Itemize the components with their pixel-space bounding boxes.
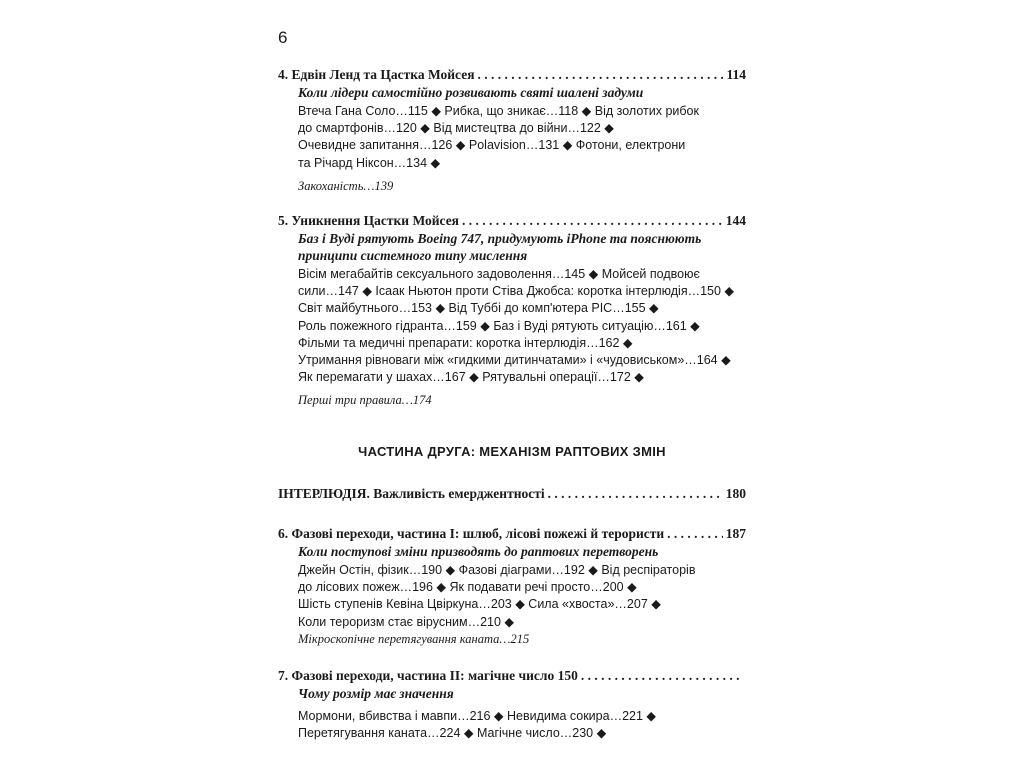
topic-list bbox=[298, 266, 746, 386]
interlude-title: ІНТЕРЛЮДІЯ. Важливість емерджентності bbox=[278, 486, 545, 501]
leader-dots bbox=[478, 66, 724, 83]
leader-dots bbox=[667, 525, 723, 542]
chapter-title: 7. Фазові переходи, частина II: магічне число 150 bbox=[278, 668, 578, 683]
chapter-heading bbox=[278, 212, 746, 229]
topic-line: Утримання рівноваги між «гидкими дитинчатами» і «чудовиськом»…164 ◆ bbox=[298, 353, 731, 368]
topic-line: сили…147 ◆ Ісаак Ньютон проти Стіва Джобса: коротка інтерлюдія…150 ◆ bbox=[298, 284, 735, 299]
topic-line: Роль пожежного гідранта…159 ◆ Баз і Вуді рятують ситуацію…161 ◆ bbox=[298, 318, 700, 333]
topic-list bbox=[298, 708, 746, 742]
toc-entry-chapter-7 bbox=[278, 667, 746, 742]
chapter-title: 6. Фазові переходи, частина I: шлюб, лісові пожежі й терористи bbox=[278, 526, 665, 541]
topic-line: Мормони, вбивства і мавпи…216 ◆ Невидима сокира…221 ◆ bbox=[298, 709, 657, 723]
toc-entry-chapter-4 bbox=[278, 66, 746, 195]
topic-line: Вісім мегабайтів сексуального задоволення…145 ◆ Мойсей подвоює bbox=[298, 267, 700, 281]
chapter-subtitle: Коли поступові зміни призводять до раптових перетворень bbox=[298, 544, 659, 559]
chapter-subtitle: Баз і Вуді рятують Boeing 747, придумують iPhone та пояснюють принципи системного типу мислення bbox=[298, 231, 702, 263]
topic-line: Як перемагати у шахах…167 ◆ Рятувальні операції…172 ◆ bbox=[298, 370, 644, 385]
chapter-page: 114 bbox=[726, 67, 746, 82]
topic-line: Очевидне запитання…126 ◆ Polavision…131 ◆ Фотони, електрони bbox=[298, 138, 686, 153]
toc-entry-interlude bbox=[278, 485, 746, 502]
chapter-heading bbox=[278, 525, 746, 542]
topic-line: до лісових пожеж…196 ◆ Як подавати речі просто…200 ◆ bbox=[298, 580, 637, 595]
chapter-heading bbox=[278, 66, 746, 83]
topic-list bbox=[298, 562, 746, 631]
topic-line: Світ майбутнього…153 ◆ Від Туббі до комп'ютера PIC…155 ◆ bbox=[298, 301, 659, 316]
chapter-page: 144 bbox=[725, 213, 746, 228]
topic-line: Коли тероризм стає вірусним…210 ◆ bbox=[298, 614, 515, 629]
topic-list bbox=[298, 103, 746, 172]
chapter-heading bbox=[278, 667, 746, 684]
toc-entry-chapter-6 bbox=[278, 525, 746, 648]
leader-dots bbox=[581, 667, 743, 684]
leader-dots bbox=[462, 212, 723, 229]
chapter-page: 187 bbox=[725, 526, 746, 541]
chapter-title: 4. Едвін Ленд та Цастка Мойсея bbox=[278, 67, 475, 82]
topic-line: Перетягування каната…224 ◆ Магічне число…230 ◆ bbox=[298, 726, 607, 741]
topic-line: Джейн Остін, фізик…190 ◆ Фазові діаграми…192 ◆ Від респіраторів bbox=[298, 563, 696, 577]
toc-entry-chapter-5 bbox=[278, 212, 746, 409]
chapter-subtitle: Коли лідери самостійно розвивають святі шалені задуми bbox=[298, 85, 644, 100]
topic-line: Втеча Гана Соло…115 ◆ Рибка, що зникає…118 ◆ Від золотих рибок bbox=[298, 104, 699, 118]
topic-line: Фільми та медичні препарати: коротка інтерлюдія…162 ◆ bbox=[298, 335, 633, 350]
chapter-closing: Перші три правила…174 bbox=[298, 393, 432, 408]
chapter-subtitle: Чому розмір має значення bbox=[298, 686, 454, 701]
chapter-closing: Закоханість…139 bbox=[298, 178, 394, 193]
topic-line: до смартфонів…120 ◆ Від мистецтва до війни…122 ◆ bbox=[298, 121, 614, 136]
chapter-title: 5. Уникнення Цастки Мойсея bbox=[278, 213, 459, 228]
topic-line: Шість ступенів Кевіна Цвіркуна…203 ◆ Сила «хвоста»…207 ◆ bbox=[298, 597, 661, 612]
part-heading: ЧАСТИНА ДРУГА: МЕХАНІЗМ РАПТОВИХ ЗМІН bbox=[358, 444, 666, 459]
interlude-page: 180 bbox=[725, 486, 746, 501]
topic-line: та Річард Ніксон…134 ◆ bbox=[298, 155, 441, 170]
interlude-heading bbox=[278, 485, 746, 502]
leader-dots bbox=[548, 485, 723, 502]
page-number: 6 bbox=[278, 28, 288, 47]
chapter-closing: Мікроскопічне перетягування каната…215 bbox=[298, 631, 530, 646]
